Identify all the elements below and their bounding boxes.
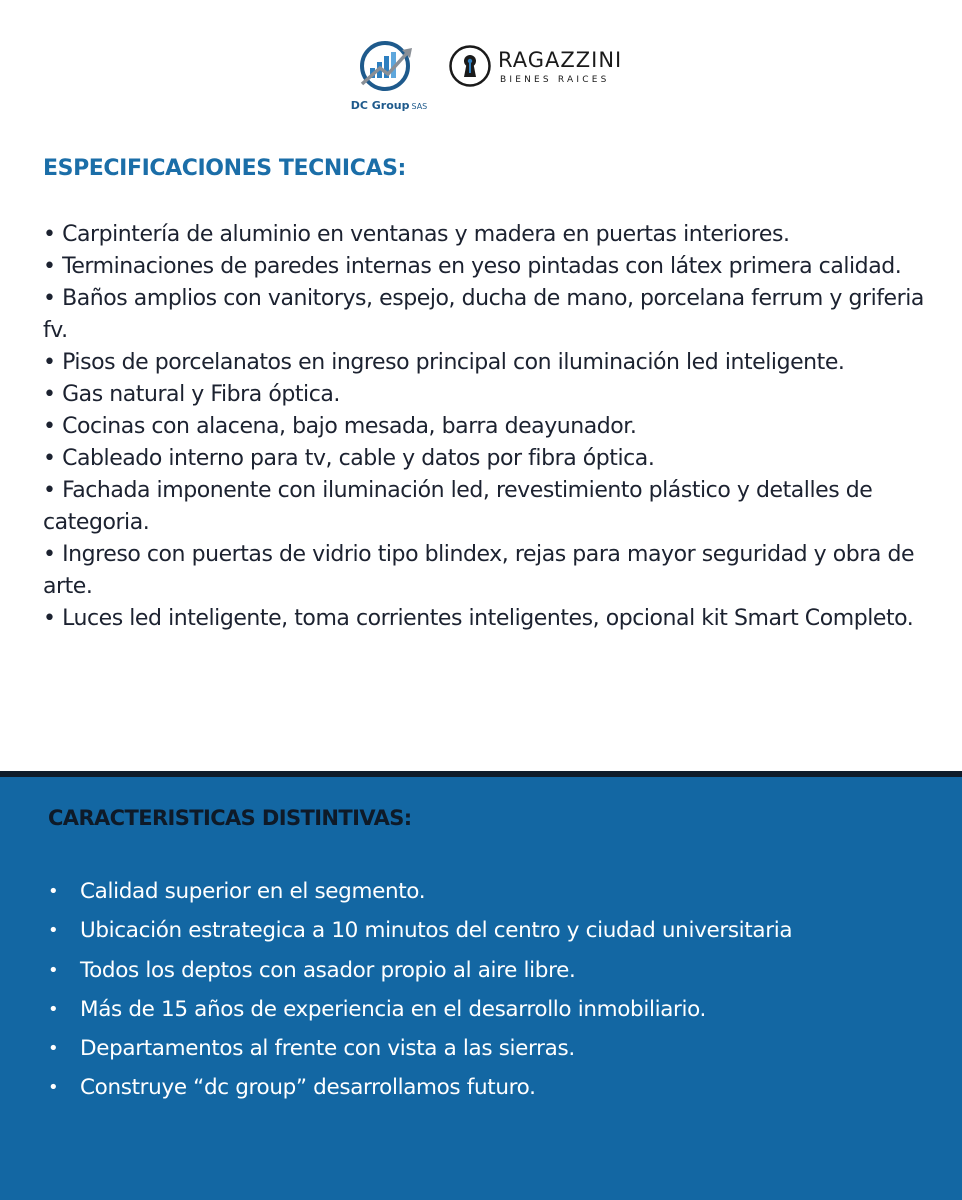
feature-item: • Ubicación estrategica a 10 minutos del centro y ciudad universitaria [48, 911, 938, 950]
spec-item: • Baños amplios con vanitorys, espejo, ducha de mano, porcelana ferrum y griferia fv. [43, 286, 924, 343]
ragazzini-wordmark: RAGAZZINI [498, 48, 623, 72]
keyhole-emblem-icon [448, 44, 492, 88]
feature-item: • Departamentos al frente con vista a las sierras. [48, 1029, 938, 1068]
specs-title: ESPECIFICACIONES TECNICAS: [43, 156, 406, 181]
spec-item: • Carpintería de aluminio en ventanas y madera en puertas interiores. [43, 222, 790, 247]
spec-item: • Cocinas con alacena, bajo mesada, barra deayunador. [43, 414, 637, 439]
header-logos [0, 0, 962, 130]
features-list [48, 872, 938, 1108]
ragazzini-tagline: BIENES RAICES [500, 75, 610, 85]
feature-item: • Construye “dc group” desarrollamos futuro. [48, 1068, 938, 1107]
feature-item: • Calidad superior en el segmento. [48, 872, 938, 911]
features-title: CARACTERISTICAS DISTINTIVAS: [48, 806, 412, 830]
spec-item: • Pisos de porcelanatos en ingreso principal con iluminación led inteligente. [43, 350, 845, 375]
spec-item: • Gas natural y Fibra óptica. [43, 382, 340, 407]
spec-item: • Terminaciones de paredes internas en yeso pintadas con látex primera calidad. [43, 254, 902, 279]
spec-item: • Fachada imponente con iluminación led, revestimiento plástico y detalles de categoria. [43, 478, 873, 535]
features-panel [0, 777, 962, 1200]
specs-list [43, 219, 933, 635]
spec-item: • Luces led inteligente, toma corrientes inteligentes, opcional kit Smart Completo. [43, 606, 914, 631]
feature-item: • Todos los deptos con asador propio al aire libre. [48, 951, 938, 990]
spec-item: • Ingreso con puertas de vidrio tipo blindex, rejas para mayor seguridad y obra de arte. [43, 542, 915, 599]
spec-item: • Cableado interno para tv, cable y datos por fibra óptica. [43, 446, 655, 471]
dc-group-wordmark: DC Group SAS [350, 99, 428, 112]
feature-item: • Más de 15 años de experiencia en el desarrollo inmobiliario. [48, 990, 938, 1029]
